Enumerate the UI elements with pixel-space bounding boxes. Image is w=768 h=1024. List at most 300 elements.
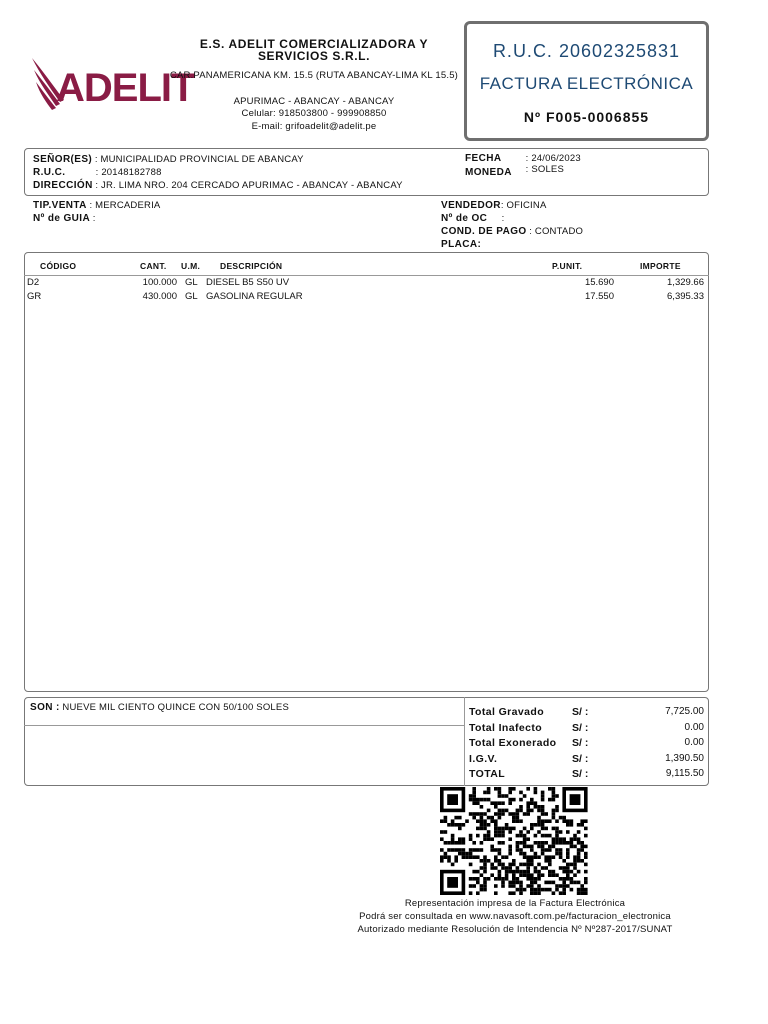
qr-module <box>541 827 545 831</box>
qr-module <box>523 827 527 831</box>
qr-module <box>476 819 480 823</box>
qr-module <box>559 891 563 895</box>
qr-module <box>516 866 520 870</box>
qr-module <box>548 819 552 823</box>
qr-module <box>480 866 484 870</box>
qr-module <box>483 823 487 827</box>
ruc-box <box>464 21 709 141</box>
qr-module <box>548 888 552 892</box>
qr-module <box>534 888 538 892</box>
qr-module <box>472 841 476 845</box>
qr-module <box>555 852 559 856</box>
qr-module <box>562 891 566 895</box>
qr-module <box>552 845 556 849</box>
moneda-value: : SOLES <box>525 164 565 175</box>
qr-module <box>458 848 462 852</box>
qr-module <box>577 888 581 892</box>
qr-module <box>577 859 581 863</box>
qr-module <box>512 881 516 885</box>
moneda-label: MONEDA <box>465 167 512 178</box>
footer-line3: Autorizado mediante Resolución de Intendencia Nº Nº287-2017/SUNAT <box>357 924 673 935</box>
qr-module <box>548 848 552 852</box>
qr-module <box>440 859 444 863</box>
qr-module <box>573 873 577 877</box>
header-codigo: CÓDIGO <box>40 261 77 271</box>
qr-module <box>501 877 505 881</box>
qr-module <box>501 834 505 838</box>
qr-module <box>580 823 584 827</box>
qr-module <box>555 830 559 834</box>
company-location: APURIMAC - ABANCAY - ABANCAY <box>233 96 395 107</box>
qr-module <box>555 884 559 888</box>
qr-module <box>508 870 512 874</box>
qr-module <box>519 834 523 838</box>
qr-module <box>501 863 505 867</box>
qr-module <box>552 809 556 813</box>
qr-module <box>444 830 448 834</box>
qr-module <box>483 859 487 863</box>
qr-module <box>566 870 570 874</box>
total-currency: S/ : <box>572 768 589 780</box>
qr-module <box>548 855 552 859</box>
qr-module <box>580 841 584 845</box>
qr-module <box>580 859 584 863</box>
qr-module <box>580 819 584 823</box>
qr-module <box>490 873 494 877</box>
qr-module <box>580 891 584 895</box>
qr-module <box>494 866 498 870</box>
qr-module <box>526 877 530 881</box>
qr-module <box>570 881 574 885</box>
qr-module <box>548 845 552 849</box>
header-importe: IMPORTE <box>640 261 681 271</box>
qr-module <box>570 870 574 874</box>
qr-module <box>476 877 480 881</box>
qr-module <box>552 787 556 791</box>
qr-module <box>483 855 487 859</box>
qr-module <box>523 794 527 798</box>
qr-module <box>573 859 577 863</box>
qr-module <box>498 827 502 831</box>
qr-module <box>523 855 527 859</box>
qr-module <box>462 837 466 841</box>
qr-module <box>451 848 455 852</box>
qr-module <box>512 787 516 791</box>
qr-module <box>559 855 563 859</box>
qr-module <box>516 877 520 881</box>
qr-module <box>552 794 556 798</box>
company-phone: Celular: 918503800 - 999908850 <box>241 108 387 119</box>
qr-module <box>483 791 487 795</box>
qr-module <box>472 884 476 888</box>
qr-module <box>534 787 538 791</box>
qr-module <box>483 837 487 841</box>
qr-module <box>555 837 559 841</box>
qr-module <box>483 877 487 881</box>
row1-cant: 100.000 <box>142 277 177 288</box>
qr-module <box>519 791 523 795</box>
qr-module <box>544 855 548 859</box>
qr-module <box>440 855 444 859</box>
qr-module <box>469 834 473 838</box>
header-punit: P.UNIT. <box>552 261 583 271</box>
qr-module <box>483 827 487 831</box>
qr-module <box>494 834 498 838</box>
qr-module <box>498 863 502 867</box>
qr-module <box>480 841 484 845</box>
qr-module <box>454 855 458 859</box>
qr-module <box>454 841 458 845</box>
company-name-line1: E.S. ADELIT COMERCIALIZADORA Y <box>199 37 429 51</box>
qr-module <box>541 791 545 795</box>
qr-module <box>566 819 570 823</box>
qr-module <box>462 855 466 859</box>
vendedor-row <box>441 200 546 211</box>
qr-module <box>512 812 516 816</box>
row2-punit: 17.550 <box>584 291 614 302</box>
qr-module <box>458 852 462 856</box>
qr-module <box>534 891 538 895</box>
qr-module <box>541 794 545 798</box>
qr-module <box>498 859 502 863</box>
qr-module <box>530 855 534 859</box>
qr-module <box>570 841 574 845</box>
qr-module <box>537 816 541 820</box>
qr-module <box>490 837 494 841</box>
qr-module <box>548 787 552 791</box>
qr-module <box>494 830 498 834</box>
qr-module <box>541 873 545 877</box>
qr-module <box>480 798 484 802</box>
row1-punit: 15.690 <box>584 277 614 288</box>
qr-module <box>465 852 469 856</box>
qr-module <box>526 837 530 841</box>
qr-module <box>508 845 512 849</box>
qr-module <box>530 845 534 849</box>
qr-module <box>451 823 455 827</box>
invoice-number: Nº F005-0006855 <box>523 109 650 125</box>
qr-module <box>505 877 509 881</box>
row2-importe: 6,395.33 <box>667 291 704 302</box>
qr-module <box>577 848 581 852</box>
qr-module <box>469 852 473 856</box>
tipventa-row <box>33 200 160 211</box>
fecha-row <box>465 153 581 164</box>
qr-module <box>562 888 566 892</box>
qr-module <box>451 837 455 841</box>
qr-module <box>552 827 556 831</box>
qr-module <box>555 805 559 809</box>
qr-module <box>501 812 505 816</box>
qr-module <box>501 881 505 885</box>
qr-module <box>562 884 566 888</box>
qr-module <box>451 841 455 845</box>
qr-module <box>580 888 584 892</box>
qr-module <box>544 866 548 870</box>
qr-module <box>480 884 484 888</box>
qr-module <box>472 848 476 852</box>
qr-module <box>494 855 498 859</box>
qr-module <box>469 884 473 888</box>
placa-row <box>441 239 481 250</box>
qr-module <box>469 891 473 895</box>
row1-codigo: D2 <box>27 277 40 288</box>
qr-module <box>447 859 451 863</box>
qr-module <box>440 848 444 852</box>
qr-module <box>512 891 516 895</box>
qr-module <box>537 805 541 809</box>
qr-module <box>530 873 534 877</box>
qr-module <box>501 801 505 805</box>
qr-module <box>494 801 498 805</box>
qr-module <box>541 805 545 809</box>
qr-module <box>555 834 559 838</box>
qr-module <box>555 819 559 823</box>
qr-module <box>541 852 545 856</box>
qr-module <box>505 870 509 874</box>
qr-module <box>472 812 476 816</box>
qr-module <box>458 823 462 827</box>
qr-module <box>573 834 577 838</box>
row2-um: GL <box>185 291 198 302</box>
qr-module <box>537 870 541 874</box>
qr-module <box>541 841 545 845</box>
qr-module <box>523 834 527 838</box>
qr-module <box>516 870 520 874</box>
oc-label: Nº de OC <box>441 213 488 224</box>
qr-module <box>472 801 476 805</box>
qr-module <box>552 870 556 874</box>
qr-module <box>512 859 516 863</box>
qr-module <box>537 845 541 849</box>
qr-module <box>490 819 494 823</box>
direccion-value: : JR. LIMA NRO. 204 CERCADO APURIMAC - ABANCAY - ABANCAY <box>95 180 403 191</box>
qr-module <box>573 845 577 849</box>
qr-module <box>501 809 505 813</box>
qr-module <box>562 816 566 820</box>
qr-module <box>480 819 484 823</box>
qr-module <box>490 866 494 870</box>
qr-module <box>584 845 588 849</box>
qr-module <box>534 881 538 885</box>
igv-value: 1,390.50 <box>665 753 704 764</box>
row2-descripcion: GASOLINA REGULAR <box>206 291 303 302</box>
qr-module <box>476 812 480 816</box>
qr-module <box>552 891 556 895</box>
qr-module <box>447 848 451 852</box>
qr-finder <box>447 794 458 805</box>
qr-module <box>487 787 491 791</box>
qr-module <box>584 852 588 856</box>
qr-module <box>541 848 545 852</box>
qr-module <box>480 859 484 863</box>
qr-module <box>548 863 552 867</box>
qr-module <box>573 866 577 870</box>
qr-module <box>530 881 534 885</box>
qr-module <box>537 819 541 823</box>
qr-module <box>541 834 545 838</box>
company-address: CAR.PANAMERICANA KM. 15.5 (RUTA ABANCAY-LIMA KL 15.5) <box>169 70 459 81</box>
qr-module <box>501 866 505 870</box>
qr-module <box>541 812 545 816</box>
qr-module <box>508 827 512 831</box>
qr-module <box>494 812 498 816</box>
qr-module <box>534 870 538 874</box>
qr-module <box>476 848 480 852</box>
qr-module <box>512 877 516 881</box>
qr-module <box>476 827 480 831</box>
qr-module <box>472 798 476 802</box>
qr-module <box>494 891 498 895</box>
qr-module <box>454 823 458 827</box>
qr-module <box>508 881 512 885</box>
qr-module <box>562 819 566 823</box>
qr-module <box>508 866 512 870</box>
tipventa-label: TIP.VENTA <box>33 200 87 211</box>
guia-label: Nº de GUIA <box>33 213 91 224</box>
total-inafecto-label: Total Inafecto <box>469 722 543 734</box>
qr-module <box>458 816 462 820</box>
qr-module <box>570 845 574 849</box>
qr-module <box>494 787 498 791</box>
qr-module <box>487 816 491 820</box>
qr-module <box>454 859 458 863</box>
pago-label: COND. DE PAGO <box>441 226 527 237</box>
qr-module <box>584 863 588 867</box>
qr-module <box>512 816 516 820</box>
qr-module <box>577 841 581 845</box>
qr-module <box>523 845 527 849</box>
qr-module <box>487 791 491 795</box>
qr-module <box>487 837 491 841</box>
qr-module <box>458 841 462 845</box>
qr-module <box>559 877 563 881</box>
qr-module <box>494 848 498 852</box>
qr-module <box>508 852 512 856</box>
qr-module <box>516 848 520 852</box>
qr-module <box>505 794 509 798</box>
qr-module <box>552 881 556 885</box>
qr-module <box>483 812 487 816</box>
qr-module <box>516 812 520 816</box>
qr-module <box>530 877 534 881</box>
qr-module <box>512 884 516 888</box>
qr-module <box>487 859 491 863</box>
qr-module <box>552 837 556 841</box>
qr-module <box>526 855 530 859</box>
qr-module <box>541 819 545 823</box>
qr-module <box>498 801 502 805</box>
ruc-number: R.U.C. 20602325831 <box>492 41 681 61</box>
logo-wordmark: ADELIT <box>56 66 195 110</box>
qr-module <box>501 794 505 798</box>
qr-module <box>544 834 548 838</box>
qr-module <box>526 863 530 867</box>
qr-module <box>487 830 491 834</box>
qr-module <box>498 812 502 816</box>
qr-module <box>526 812 530 816</box>
qr-module <box>537 823 541 827</box>
total-gravado-value: 7,725.00 <box>665 706 704 717</box>
qr-module <box>462 823 466 827</box>
pago-row <box>441 226 583 237</box>
qr-module <box>444 819 448 823</box>
qr-module <box>584 855 588 859</box>
qr-module <box>480 805 484 809</box>
qr-module <box>566 884 570 888</box>
company-name <box>166 38 462 62</box>
qr-module <box>562 881 566 885</box>
qr-module <box>570 819 574 823</box>
qr-module <box>548 798 552 802</box>
qr-module <box>501 841 505 845</box>
qr-module <box>516 841 520 845</box>
qr-module <box>469 794 473 798</box>
direccion-label: DIRECCIÓN <box>33 180 93 191</box>
qr-module <box>537 841 541 845</box>
qr-module <box>480 848 484 852</box>
qr-module <box>508 830 512 834</box>
qr-module <box>559 816 563 820</box>
total-exonerado-currency: S/ : <box>572 737 589 749</box>
qr-module <box>462 848 466 852</box>
placa-label: PLACA: <box>441 239 482 250</box>
qr-module <box>440 819 444 823</box>
qr-module <box>537 888 541 892</box>
qr-module <box>519 852 523 856</box>
qr-module <box>476 891 480 895</box>
qr-module <box>534 855 538 859</box>
qr-module <box>458 837 462 841</box>
row2-cant: 430.000 <box>142 291 177 302</box>
qr-module <box>487 798 491 802</box>
qr-module <box>498 830 502 834</box>
total-label: TOTAL <box>469 768 506 780</box>
qr-module <box>440 837 444 841</box>
qr-module <box>541 798 545 802</box>
vendedor-label: VENDEDOR <box>441 200 501 211</box>
qr-module <box>454 816 458 820</box>
qr-module <box>498 841 502 845</box>
client-ruc-label: R.U.C. <box>33 167 66 178</box>
qr-module <box>516 819 520 823</box>
qr-module <box>570 863 574 867</box>
qr-module <box>530 863 534 867</box>
qr-module <box>584 834 588 838</box>
qr-module <box>505 823 509 827</box>
qr-module <box>516 834 520 838</box>
qr-module <box>498 848 502 852</box>
qr-module <box>534 841 538 845</box>
qr-module <box>534 852 538 856</box>
qr-module <box>552 816 556 820</box>
qr-module <box>534 866 538 870</box>
qr-module <box>552 841 556 845</box>
qr-module <box>505 873 509 877</box>
qr-module <box>512 819 516 823</box>
qr-module <box>498 787 502 791</box>
document-type: FACTURA ELECTRÓNICA <box>479 74 694 93</box>
qr-module <box>544 859 548 863</box>
qr-module <box>530 859 534 863</box>
items-header-divider <box>24 275 709 276</box>
qr-module <box>483 834 487 838</box>
qr-module <box>472 787 476 791</box>
qr-module <box>487 809 491 813</box>
qr-module <box>537 863 541 867</box>
qr-module <box>544 881 548 885</box>
qr-module <box>494 819 498 823</box>
